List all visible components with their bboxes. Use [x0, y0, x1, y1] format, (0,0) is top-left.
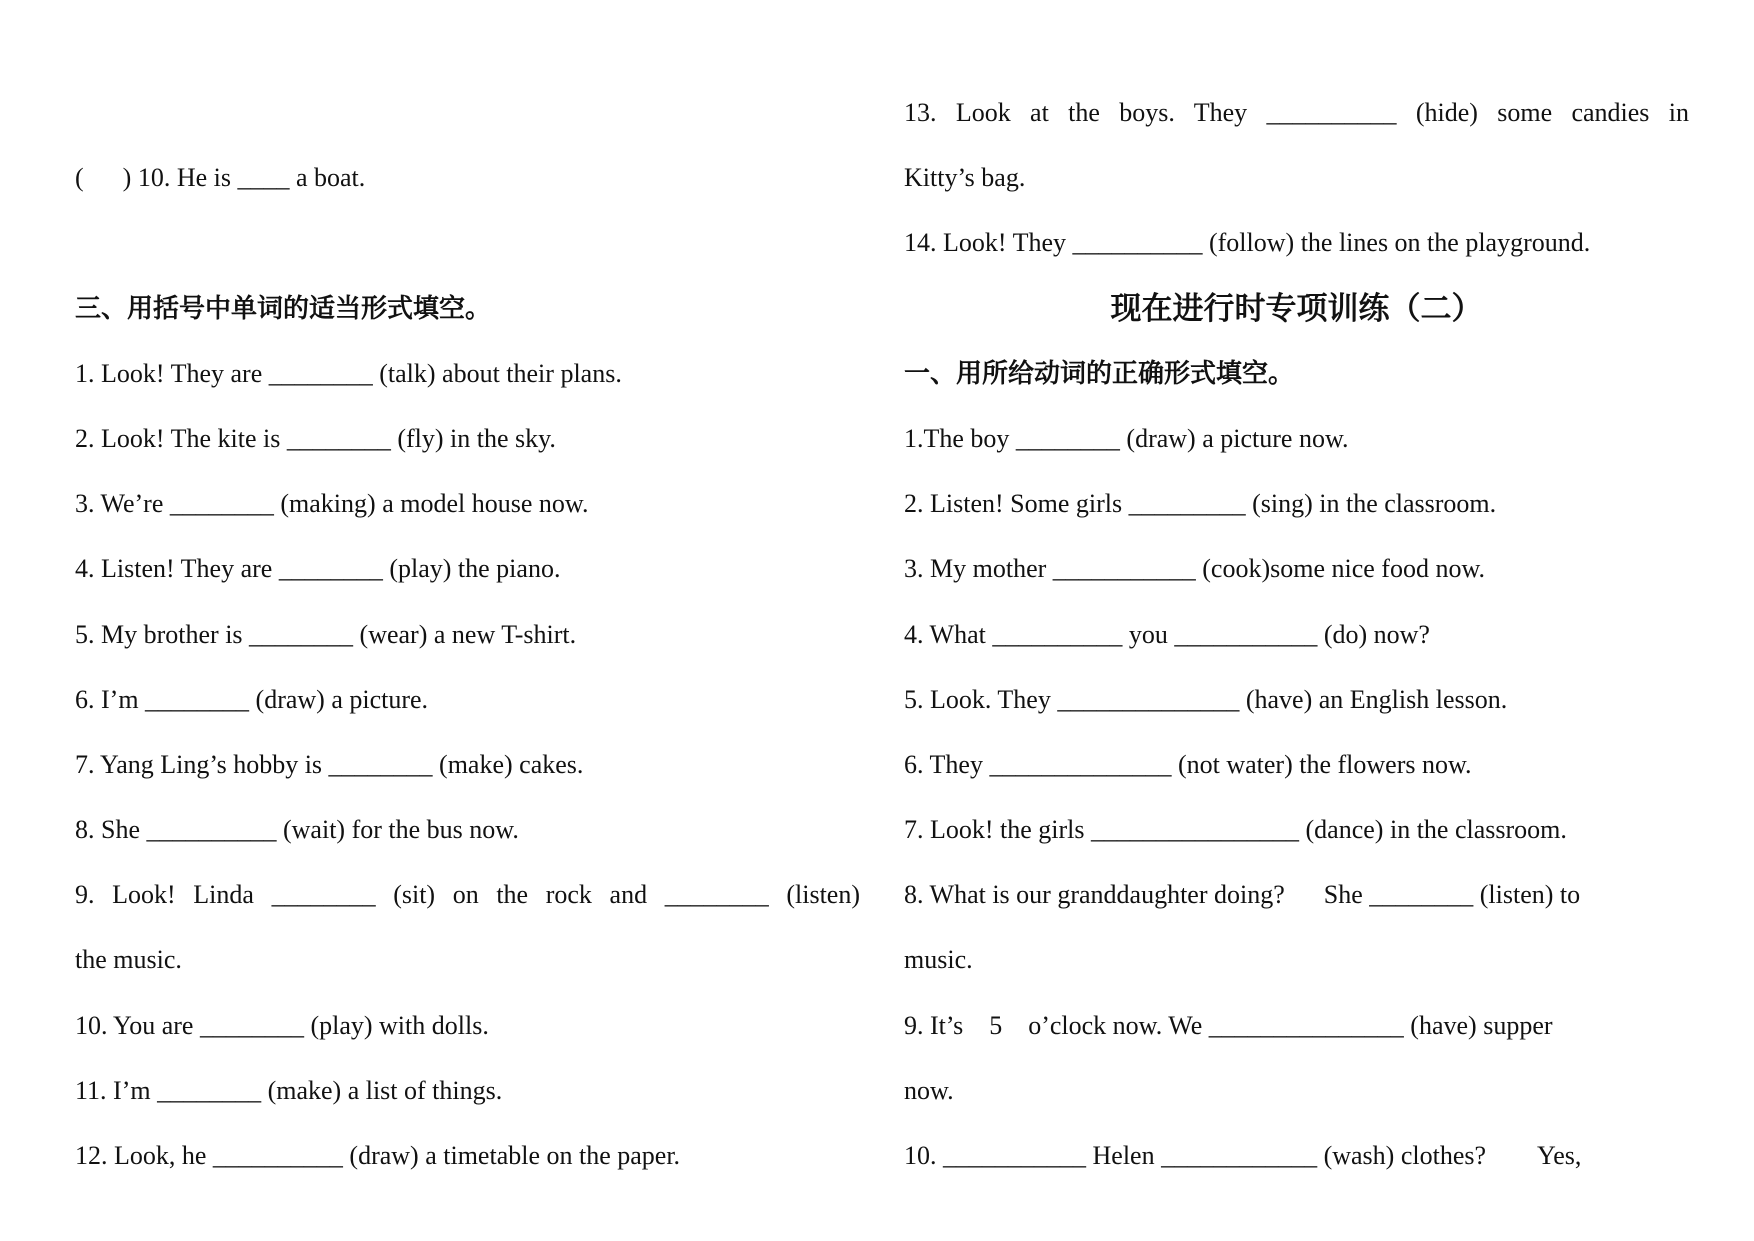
q10-options	[75, 210, 860, 275]
exercise-line: 8. She __________ (wait) for the bus now.	[75, 815, 519, 845]
worksheet-title: 现在进行时专项训练（二）	[1110, 290, 1483, 326]
exercise-line: 4. What __________ you ___________ (do) now?	[904, 619, 1430, 649]
exercise-line: 10. You are ________ (play) with dolls.	[75, 1010, 489, 1040]
exercise-line: 12. Look, he __________ (draw) a timetable on the paper.	[75, 1141, 681, 1170]
exercise-line: 14. Look! They __________ (follow) the lines on the playground.	[904, 228, 1591, 258]
exercise-line: 5. Look. They ______________ (have) an English lesson.	[904, 684, 1508, 714]
section-3-heading: 三、用括号中单词的适当形式填空。	[75, 293, 492, 323]
exercise-line: 7. Yang Ling’s hobby is ________ (make) cakes.	[75, 749, 584, 779]
left-column	[75, 80, 860, 1188]
exercise-line: 9. Look! Linda ________ (sit) on the rock and ________ (listen)	[75, 880, 860, 910]
exercise-line: 8. What is our granddaughter doing? She ________ (listen) to	[904, 880, 1581, 910]
section-1-heading: 一、用所给动词的正确形式填空。	[904, 358, 1295, 388]
exercise-line: 7. Look! the girls ________________ (dance) in the classroom.	[904, 815, 1567, 845]
exercise-line: 13. Look at the boys. They __________ (hide) some candies in	[904, 98, 1689, 127]
exercise-line: 5. My brother is ________ (wear) a new T-shirt.	[75, 619, 577, 649]
exercise-line: 1.The boy ________ (draw) a picture now.	[904, 423, 1349, 453]
exercise-line-continued: Kitty’s bag.	[904, 163, 1026, 193]
exercise-line: 3. My mother ___________ (cook)some nice food now.	[904, 554, 1486, 584]
exercise-line: 3. We’re ________ (making) a model house now.	[75, 489, 589, 519]
exercise-line-continued: music.	[904, 945, 973, 975]
exercise-line: 6. They ______________ (not water) the flowers now.	[904, 749, 1472, 779]
exercise-line: 2. Look! The kite is ________ (fly) in the sky.	[75, 423, 556, 453]
right-column	[904, 80, 1689, 1188]
question-10: ( ) 10. He is ____ a boat.	[75, 163, 366, 193]
exercise-line-continued: the music.	[75, 945, 182, 975]
exercise-line: 6. I’m ________ (draw) a picture.	[75, 684, 429, 714]
exercise-line: 1. Look! They are ________ (talk) about their plans.	[75, 358, 622, 388]
exercise-line-continued: now.	[904, 1075, 954, 1105]
exercise-line: 10. ___________ Helen ____________ (wash) clothes? Yes,	[904, 1141, 1582, 1170]
q9-options	[75, 80, 860, 145]
exercise-line: 9. It’s 5 o’clock now. We _______________ (have) supper	[904, 1010, 1553, 1040]
exercise-line: 11. I’m ________ (make) a list of things.	[75, 1075, 503, 1105]
exercise-line: 2. Listen! Some girls _________ (sing) in the classroom.	[904, 489, 1497, 519]
exercise-line: 4. Listen! They are ________ (play) the piano.	[75, 554, 561, 584]
